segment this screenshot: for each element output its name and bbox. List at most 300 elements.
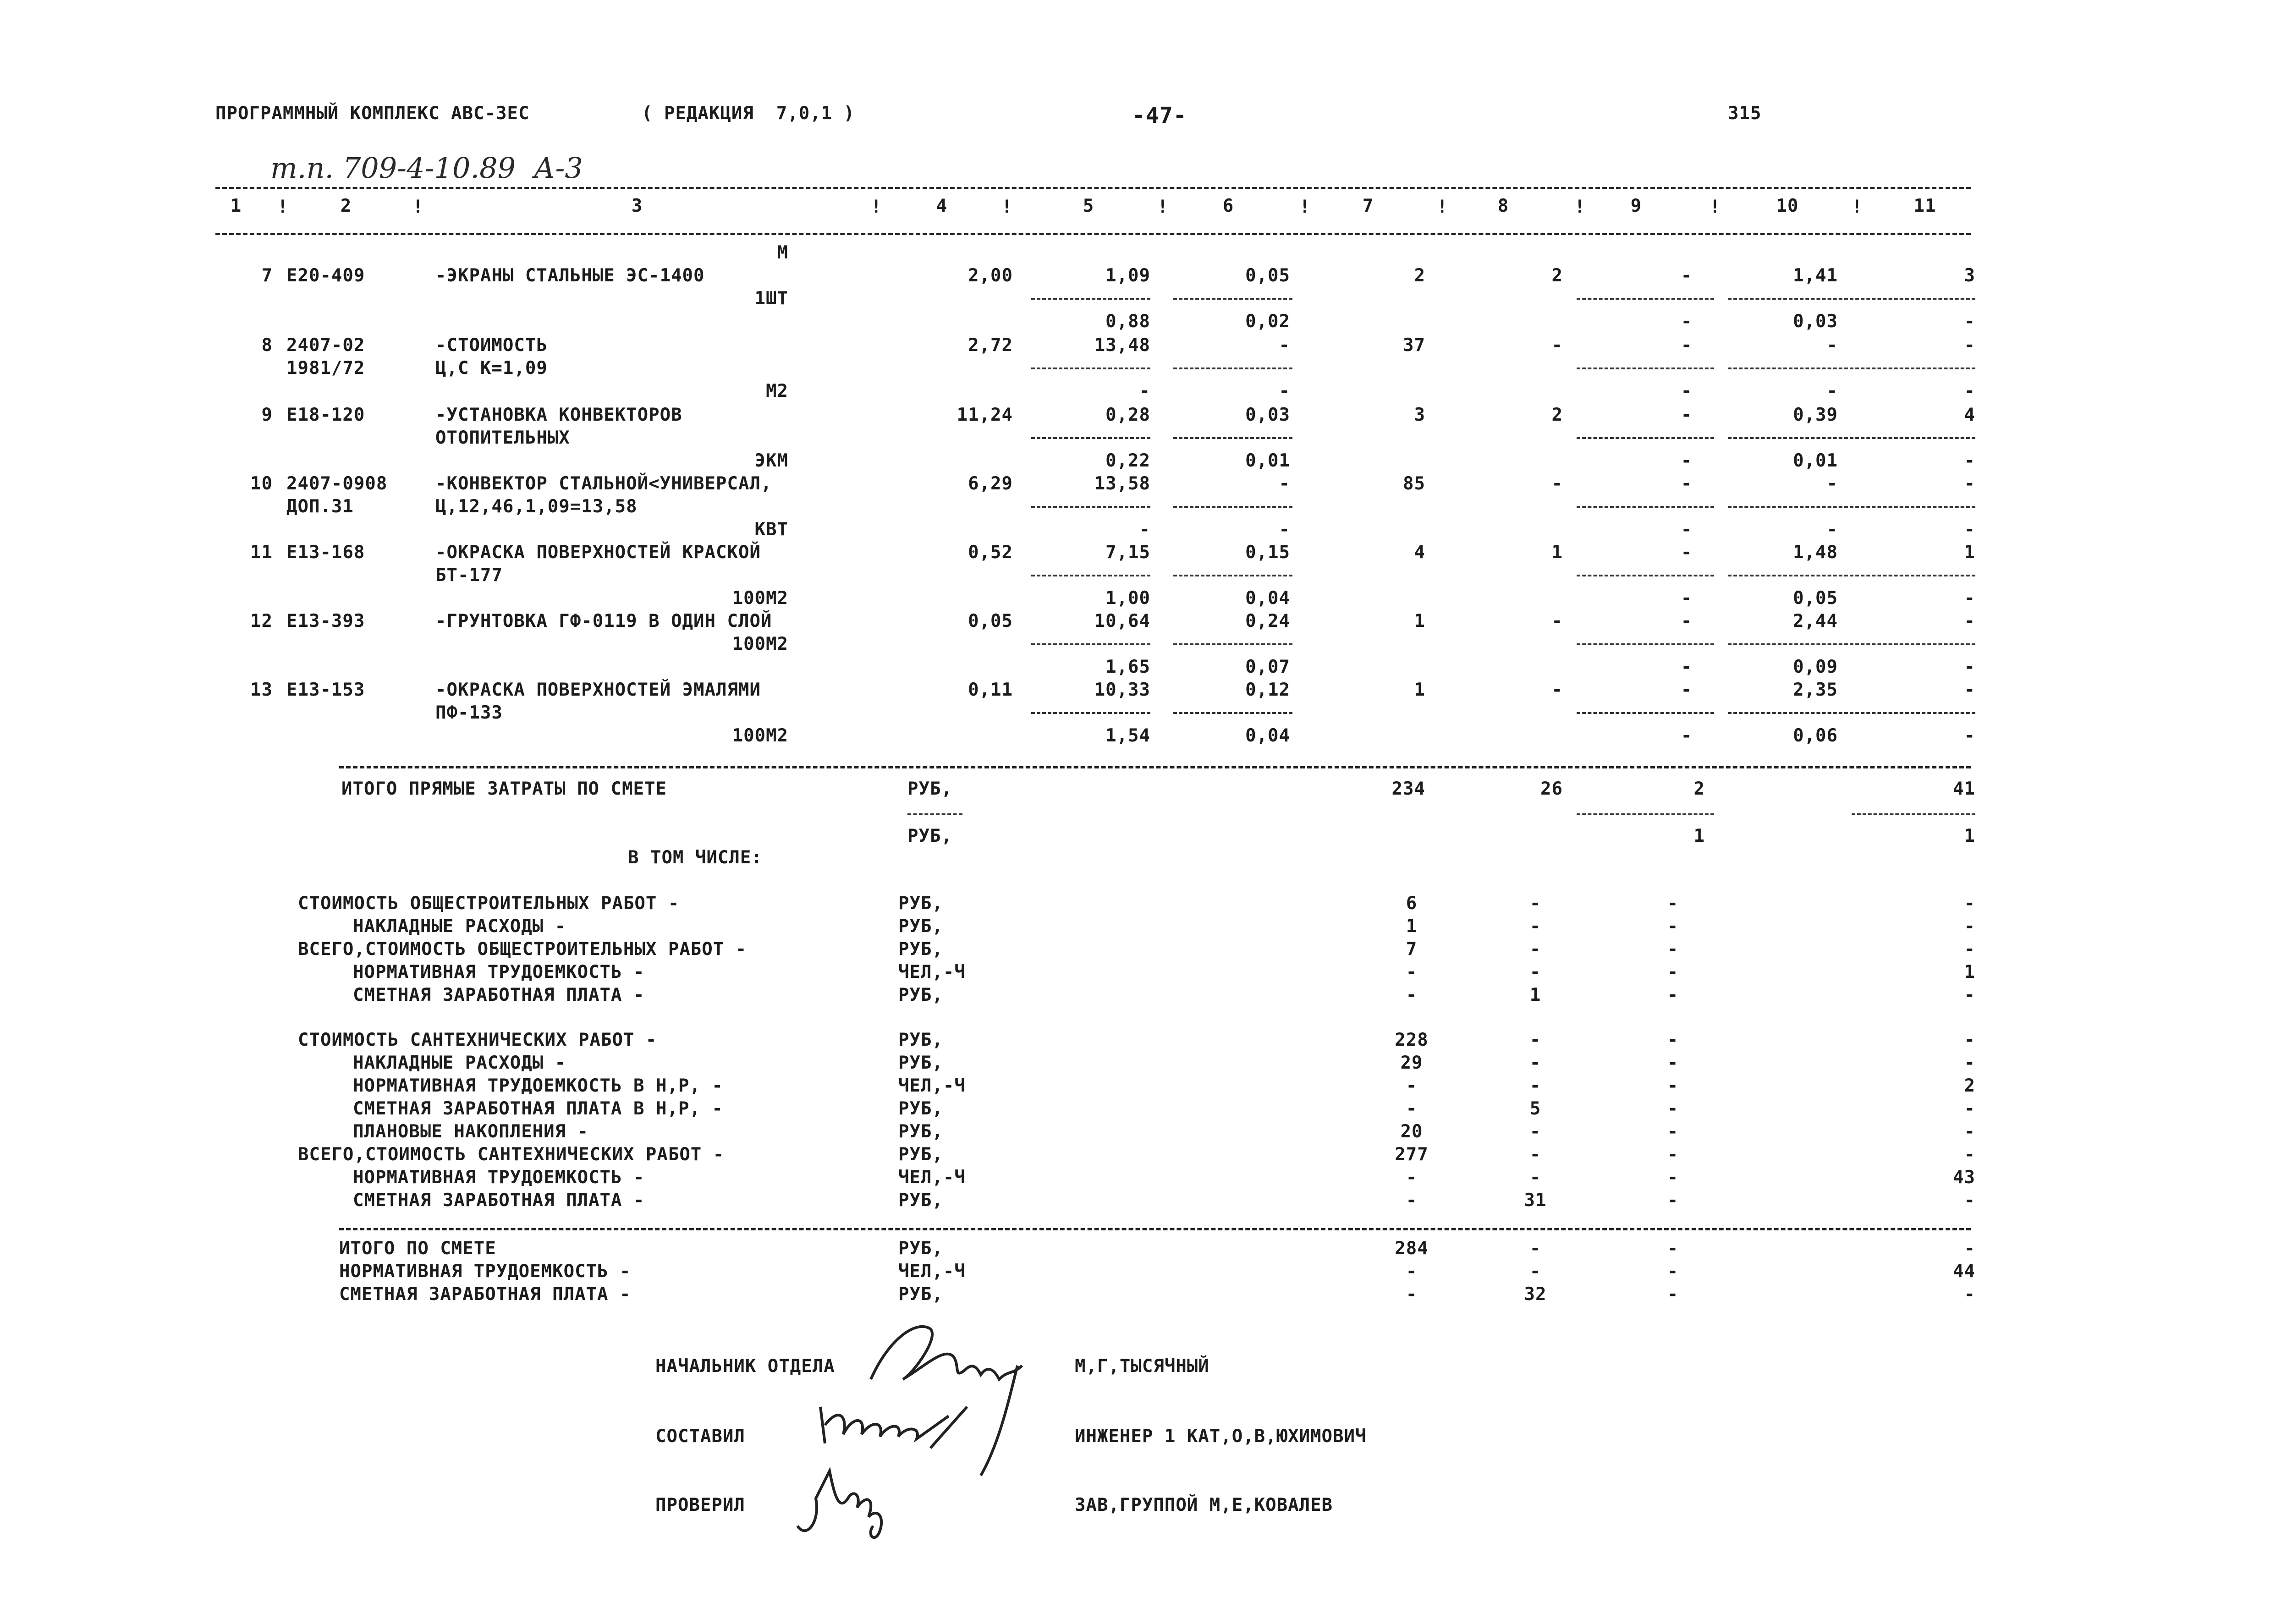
summary-col-7: -: [1406, 1190, 1418, 1211]
column-separator: !: [1852, 197, 1863, 217]
summary-label: НАКЛАДНЫЕ РАСХОДЫ -: [353, 916, 566, 937]
column-separator: !: [1299, 197, 1311, 217]
row-col-5: 0,28: [1105, 405, 1150, 425]
grand-col-11: -: [1964, 1284, 1975, 1305]
row-sub-col-6: 0,04: [1245, 725, 1290, 746]
row-sub-col-6: -: [1279, 381, 1290, 401]
summary-col-7: 1: [1406, 916, 1418, 937]
grand-col-7: 284: [1395, 1238, 1429, 1259]
row-number: 9: [261, 405, 273, 425]
header-rule-top: [215, 187, 1971, 189]
row-unit: 100М2: [732, 588, 788, 609]
column-header-3: 3: [631, 196, 643, 216]
row-col-10: 2,44: [1793, 611, 1838, 631]
summary-label: ВСЕГО,СТОИМОСТЬ САНТЕХНИЧЕСКИХ РАБОТ -: [298, 1144, 725, 1165]
summary-col-9: -: [1667, 985, 1679, 1005]
row-sub-col-9: -: [1681, 519, 1693, 540]
row-sub-col-11: -: [1964, 588, 1975, 609]
column-header-6: 6: [1222, 196, 1234, 216]
column-header-5: 5: [1083, 196, 1094, 216]
row-col-11: -: [1964, 473, 1975, 494]
summary-label: НОРМАТИВНАЯ ТРУДОЕМКОСТЬ В Н,Р, -: [353, 1075, 723, 1096]
summary-unit: РУБ,: [898, 1030, 943, 1050]
row-sub-col-6: 0,07: [1245, 657, 1290, 677]
row-col-6: 0,03: [1245, 405, 1290, 425]
row-number: 11: [250, 542, 273, 563]
row-underline: [1728, 506, 1975, 508]
row-col-10: -: [1826, 335, 1838, 356]
row-col-7: 85: [1403, 473, 1425, 494]
row-col-11: -: [1964, 335, 1975, 356]
summary-col-9: -: [1667, 962, 1679, 982]
totals-rule: [339, 766, 1971, 768]
row-underline: [1728, 712, 1975, 714]
row-sub-col-11: -: [1964, 381, 1975, 401]
summary-col-7: 20: [1400, 1121, 1423, 1142]
summary-col-8: -: [1529, 1030, 1541, 1050]
edition-label: ( РЕДАКЦИЯ 7,0,1 ): [642, 103, 855, 124]
row-name-sub: ПФ-133: [435, 702, 503, 723]
header-rule-bottom: [215, 233, 1971, 235]
summary-label: СМЕТНАЯ ЗАРАБОТНАЯ ПЛАТА В Н,Р, -: [353, 1098, 723, 1119]
row-underline: [1577, 368, 1714, 369]
summary-col-8: -: [1529, 962, 1541, 982]
signature-name: ИНЖЕНЕР 1 КАТ,О,В,ЮХИМОВИЧ: [1075, 1426, 1367, 1447]
including-label: В ТОМ ЧИСЛЕ:: [628, 847, 763, 868]
row-sub-col-9: -: [1681, 725, 1693, 746]
row-col-5: 10,64: [1094, 611, 1150, 631]
row-col-6: -: [1279, 335, 1290, 356]
direct-costs-col-7: 234: [1391, 779, 1425, 799]
row-col-7: 37: [1403, 335, 1425, 356]
direct-costs-label: ИТОГО ПРЯМЫЕ ЗАТРАТЫ ПО СМЕТЕ: [341, 779, 667, 799]
row-quantity: 0,05: [968, 611, 1013, 631]
signature-role: ПРОВЕРИЛ: [655, 1495, 745, 1515]
summary-col-8: -: [1529, 916, 1541, 937]
summary-col-7: -: [1406, 962, 1418, 982]
column-separator: !: [1574, 197, 1586, 217]
signature-name: М,Г,ТЫСЯЧНЫЙ: [1075, 1356, 1209, 1377]
row-unit-top: М: [777, 242, 788, 263]
grand-unit: ЧЕЛ,-Ч: [898, 1261, 966, 1282]
summary-unit: РУБ,: [898, 893, 943, 914]
row-sub-col-10: 0,05: [1793, 588, 1838, 609]
row-col-5: 13,48: [1094, 335, 1150, 356]
row-col-5: 13,58: [1094, 473, 1150, 494]
summary-col-7: 228: [1395, 1030, 1429, 1050]
summary-col-11: -: [1964, 1098, 1975, 1119]
summary-col-11: -: [1964, 1030, 1975, 1050]
summary-col-7: 277: [1395, 1144, 1429, 1165]
grand-label: НОРМАТИВНАЯ ТРУДОЕМКОСТЬ -: [339, 1261, 631, 1282]
direct-costs-unit: РУБ,: [907, 779, 952, 799]
row-number: 8: [261, 335, 273, 356]
row-col-11: -: [1964, 611, 1975, 631]
summary-col-8: -: [1529, 893, 1541, 914]
row-sub-col-5: -: [1139, 381, 1150, 401]
row-col-8: 2: [1551, 265, 1563, 286]
grand-col-11: -: [1964, 1238, 1975, 1259]
grand-col-9: -: [1667, 1238, 1679, 1259]
row-code: Е13-393: [286, 611, 365, 631]
grand-col-8: -: [1529, 1261, 1541, 1282]
row-col-11: 4: [1964, 405, 1975, 425]
row-name-sub: БТ-177: [435, 565, 503, 586]
row-sub-col-10: -: [1826, 519, 1838, 540]
row-col-8: 2: [1551, 405, 1563, 425]
row-underline: [1173, 298, 1292, 300]
column-separator: !: [277, 197, 289, 217]
summary-col-7: 29: [1400, 1053, 1423, 1073]
column-separator: !: [412, 197, 424, 217]
summary-col-9: -: [1667, 1190, 1679, 1211]
grand-col-9: -: [1667, 1284, 1679, 1305]
row-underline: [1031, 368, 1150, 369]
direct-costs-unit-b: РУБ,: [907, 826, 952, 846]
row-unit: 100М2: [732, 725, 788, 746]
row-col-9: -: [1681, 335, 1693, 356]
row-col-5: 10,33: [1094, 680, 1150, 700]
column-header-4: 4: [936, 196, 948, 216]
row-name: -ОКРАСКА ПОВЕРХНОСТЕЙ КРАСКОЙ: [435, 542, 761, 563]
row-sub-col-5: 1,54: [1105, 725, 1150, 746]
row-name: -ЭКРАНЫ СТАЛЬНЫЕ ЭС-1400: [435, 265, 705, 286]
summary-col-9: -: [1667, 1075, 1679, 1096]
page-number: -47-: [1132, 103, 1187, 128]
row-sub-col-9: -: [1681, 450, 1693, 471]
summary-col-11: 43: [1953, 1167, 1975, 1188]
grand-col-7: -: [1406, 1261, 1418, 1282]
summary-col-8: -: [1529, 1121, 1541, 1142]
summary-col-11: -: [1964, 1144, 1975, 1165]
summary-col-11: -: [1964, 1121, 1975, 1142]
summary-col-11: -: [1964, 985, 1975, 1005]
grand-label: СМЕТНАЯ ЗАРАБОТНАЯ ПЛАТА -: [339, 1284, 631, 1305]
row-col-7: 2: [1414, 265, 1425, 286]
column-separator: !: [1437, 197, 1448, 217]
row-sub-col-11: -: [1964, 450, 1975, 471]
row-sub-col-11: -: [1964, 725, 1975, 746]
row-sub-col-10: 0,06: [1793, 725, 1838, 746]
summary-col-8: -: [1529, 1075, 1541, 1096]
summary-col-8: -: [1529, 939, 1541, 960]
row-underline: [1577, 643, 1714, 645]
grand-label: ИТОГО ПО СМЕТЕ: [339, 1238, 496, 1259]
row-underline: [1173, 712, 1292, 714]
grand-col-8: 32: [1524, 1284, 1547, 1305]
row-underline: [1577, 298, 1714, 300]
summary-unit: РУБ,: [898, 1121, 943, 1142]
summary-col-11: -: [1964, 1053, 1975, 1073]
row-col-6: 0,12: [1245, 680, 1290, 700]
row-underline: [1577, 575, 1714, 576]
column-separator: !: [1001, 197, 1013, 217]
row-number: 7: [261, 265, 273, 286]
row-sub-col-10: 0,03: [1793, 311, 1838, 332]
row-number: 12: [250, 611, 273, 631]
row-name: -СТОИМОСТЬ: [435, 335, 548, 356]
summary-label: НАКЛАДНЫЕ РАСХОДЫ -: [353, 1053, 566, 1073]
row-col-7: 1: [1414, 680, 1425, 700]
row-unit: 100М2: [732, 634, 788, 654]
summary-label: ВСЕГО,СТОИМОСТЬ ОБЩЕСТРОИТЕЛЬНЫХ РАБОТ -: [298, 939, 747, 960]
row-underline: [1173, 506, 1292, 508]
row-underline: [1728, 575, 1975, 576]
summary-col-7: -: [1406, 1075, 1418, 1096]
summary-unit: РУБ,: [898, 1190, 943, 1211]
row-col-8: -: [1551, 611, 1563, 631]
column-separator: !: [1157, 197, 1169, 217]
handwritten-reference: т.п. 709-4-10.89 А-3: [270, 151, 583, 185]
summary-col-9: -: [1667, 1167, 1679, 1188]
grand-total-rule: [339, 1228, 1971, 1230]
summary-col-8: -: [1529, 1167, 1541, 1188]
row-code-sub: 1981/72: [286, 358, 365, 379]
column-header-2: 2: [340, 196, 352, 216]
row-underline: [1728, 437, 1975, 439]
row-col-9: -: [1681, 405, 1693, 425]
summary-col-9: -: [1667, 939, 1679, 960]
row-sub-col-11: -: [1964, 657, 1975, 677]
row-name-sub: Ц,12,46,1,09=13,58: [435, 496, 638, 517]
row-col-10: -: [1826, 473, 1838, 494]
row-sub-col-10: 0,09: [1793, 657, 1838, 677]
summary-label: ПЛАНОВЫЕ НАКОПЛЕНИЯ -: [353, 1121, 589, 1142]
row-col-10: 2,35: [1793, 680, 1838, 700]
summary-col-9: -: [1667, 1144, 1679, 1165]
summary-col-7: -: [1406, 1098, 1418, 1119]
row-sub-col-9: -: [1681, 588, 1693, 609]
summary-unit: РУБ,: [898, 1053, 943, 1073]
row-col-7: 3: [1414, 405, 1425, 425]
row-sub-col-6: 0,02: [1245, 311, 1290, 332]
row-col-5: 7,15: [1105, 542, 1150, 563]
column-header-8: 8: [1497, 196, 1509, 216]
column-header-9: 9: [1630, 196, 1642, 216]
row-col-9: -: [1681, 611, 1693, 631]
row-col-7: 1: [1414, 611, 1425, 631]
row-underline: [1577, 506, 1714, 508]
grand-col-7: -: [1406, 1284, 1418, 1305]
summary-unit: ЧЕЛ,-Ч: [898, 962, 966, 982]
summary-col-9: -: [1667, 1098, 1679, 1119]
column-header-10: 10: [1776, 196, 1799, 216]
summary-col-9: -: [1667, 1121, 1679, 1142]
column-separator: !: [1710, 197, 1721, 217]
row-col-11: -: [1964, 680, 1975, 700]
row-sub-col-6: 0,04: [1245, 588, 1290, 609]
row-sub-col-5: 1,65: [1105, 657, 1150, 677]
row-quantity: 6,29: [968, 473, 1013, 494]
direct-costs-col-9-b: 1: [1693, 826, 1705, 846]
row-quantity: 11,24: [957, 405, 1013, 425]
summary-unit: РУБ,: [898, 1098, 943, 1119]
summary-label: НОРМАТИВНАЯ ТРУДОЕМКОСТЬ -: [353, 1167, 645, 1188]
row-underline: [1031, 437, 1150, 439]
row-name-sub: Ц,С К=1,09: [435, 358, 548, 379]
summary-col-8: 1: [1529, 985, 1541, 1005]
grand-unit: РУБ,: [898, 1284, 943, 1305]
column-header-11: 11: [1913, 196, 1936, 216]
row-underline: [1173, 643, 1292, 645]
row-quantity: 0,11: [968, 680, 1013, 700]
row-col-6: 0,15: [1245, 542, 1290, 563]
row-quantity: 2,72: [968, 335, 1013, 356]
summary-col-7: 6: [1406, 893, 1418, 914]
summary-col-8: -: [1529, 1053, 1541, 1073]
row-name-sub: ОТОПИТЕЛЬНЫХ: [435, 428, 570, 448]
summary-col-7: -: [1406, 1167, 1418, 1188]
signature-role: НАЧАЛЬНИК ОТДЕЛА: [655, 1356, 835, 1377]
direct-costs-col-11: 41: [1953, 779, 1975, 799]
row-code: Е18-120: [286, 405, 365, 425]
signature-name: ЗАВ,ГРУППОЙ М,Е,КОВАЛЕВ: [1075, 1495, 1333, 1515]
summary-unit: РУБ,: [898, 1144, 943, 1165]
summary-label: СТОИМОСТЬ ОБЩЕСТРОИТЕЛЬНЫХ РАБОТ -: [298, 893, 680, 914]
summary-col-9: -: [1667, 1030, 1679, 1050]
row-name: -УСТАНОВКА КОНВЕКТОРОВ: [435, 405, 682, 425]
row-code: Е13-153: [286, 680, 365, 700]
row-col-9: -: [1681, 680, 1693, 700]
row-col-5: 1,09: [1105, 265, 1150, 286]
summary-col-11: -: [1964, 1190, 1975, 1211]
row-col-9: -: [1681, 473, 1693, 494]
row-col-6: 0,05: [1245, 265, 1290, 286]
summary-col-8: 31: [1524, 1190, 1547, 1211]
row-code: Е13-168: [286, 542, 365, 563]
row-underline: [1577, 437, 1714, 439]
row-col-8: -: [1551, 473, 1563, 494]
row-underline: [1031, 506, 1150, 508]
row-col-10: 0,39: [1793, 405, 1838, 425]
row-sub-col-9: -: [1681, 381, 1693, 401]
row-name: -ГРУНТОВКА ГФ-0119 В ОДИН СЛОЙ: [435, 611, 772, 631]
summary-unit: ЧЕЛ,-Ч: [898, 1075, 966, 1096]
sheet-number: 315: [1728, 103, 1762, 124]
row-underline: [1728, 368, 1975, 369]
row-underline: [1031, 575, 1150, 576]
summary-unit: РУБ,: [898, 916, 943, 937]
summary-unit: РУБ,: [898, 985, 943, 1005]
row-underline: [1031, 298, 1150, 300]
row-unit: КВТ: [754, 519, 788, 540]
summary-col-9: -: [1667, 1053, 1679, 1073]
direct-costs-underline: [1577, 813, 1714, 815]
row-underline: [1577, 712, 1714, 714]
row-unit: 1ШТ: [754, 288, 788, 309]
row-underline: [1173, 575, 1292, 576]
grand-col-8: -: [1529, 1238, 1541, 1259]
row-col-6: -: [1279, 473, 1290, 494]
direct-costs-col-8: 26: [1540, 779, 1563, 799]
row-unit: М2: [766, 381, 788, 401]
summary-col-9: -: [1667, 893, 1679, 914]
program-title: ПРОГРАММНЫЙ КОМПЛЕКС АВС-3ЕС: [215, 103, 530, 124]
row-underline: [1173, 437, 1292, 439]
row-col-8: -: [1551, 680, 1563, 700]
column-separator: !: [871, 197, 882, 217]
summary-label: СМЕТНАЯ ЗАРАБОТНАЯ ПЛАТА -: [353, 1190, 645, 1211]
row-sub-col-5: -: [1139, 519, 1150, 540]
row-code: 2407-02: [286, 335, 365, 356]
summary-unit: РУБ,: [898, 939, 943, 960]
grand-col-11: 44: [1953, 1261, 1975, 1282]
row-underline: [1031, 643, 1150, 645]
row-number: 10: [250, 473, 273, 494]
row-unit: ЭКМ: [754, 450, 788, 471]
row-col-10: 1,48: [1793, 542, 1838, 563]
grand-unit: РУБ,: [898, 1238, 943, 1259]
signature-role: СОСТАВИЛ: [655, 1426, 745, 1447]
summary-col-9: -: [1667, 916, 1679, 937]
direct-costs-col-11-b: 1: [1964, 826, 1975, 846]
column-header-7: 7: [1362, 196, 1374, 216]
row-sub-col-6: 0,01: [1245, 450, 1290, 471]
row-sub-col-5: 1,00: [1105, 588, 1150, 609]
row-sub-col-10: -: [1826, 381, 1838, 401]
row-code-sub: ДОП.31: [286, 496, 354, 517]
row-col-9: -: [1681, 542, 1693, 563]
row-sub-col-9: -: [1681, 657, 1693, 677]
direct-costs-underline: [1852, 813, 1975, 815]
summary-col-8: 5: [1529, 1098, 1541, 1119]
row-col-10: 1,41: [1793, 265, 1838, 286]
row-sub-col-11: -: [1964, 311, 1975, 332]
direct-costs-underline: [907, 813, 962, 815]
summary-col-8: -: [1529, 1144, 1541, 1165]
summary-unit: ЧЕЛ,-Ч: [898, 1167, 966, 1188]
row-name: -КОНВЕКТОР СТАЛЬНОЙ<УНИВЕРСАЛ,: [435, 473, 772, 494]
signature-compiler: [811, 1388, 976, 1457]
column-header-1: 1: [230, 196, 242, 216]
summary-col-11: 2: [1964, 1075, 1975, 1096]
row-sub-col-9: -: [1681, 311, 1693, 332]
row-sub-col-6: -: [1279, 519, 1290, 540]
summary-label: СМЕТНАЯ ЗАРАБОТНАЯ ПЛАТА -: [353, 985, 645, 1005]
grand-col-9: -: [1667, 1261, 1679, 1282]
row-quantity: 2,00: [968, 265, 1013, 286]
row-underline: [1031, 712, 1150, 714]
row-sub-col-10: 0,01: [1793, 450, 1838, 471]
row-underline: [1728, 298, 1975, 300]
row-underline: [1173, 368, 1292, 369]
summary-label: СТОИМОСТЬ САНТЕХНИЧЕСКИХ РАБОТ -: [298, 1030, 657, 1050]
row-sub-col-5: 0,88: [1105, 311, 1150, 332]
row-col-11: 1: [1964, 542, 1975, 563]
signature-checker: [788, 1457, 898, 1549]
row-sub-col-11: -: [1964, 519, 1975, 540]
row-underline: [1728, 643, 1975, 645]
summary-col-11: -: [1964, 916, 1975, 937]
summary-col-11: -: [1964, 939, 1975, 960]
direct-costs-col-9: 2: [1693, 779, 1705, 799]
summary-col-11: 1: [1964, 962, 1975, 982]
summary-label: НОРМАТИВНАЯ ТРУДОЕМКОСТЬ -: [353, 962, 645, 982]
row-col-9: -: [1681, 265, 1693, 286]
summary-col-7: -: [1406, 985, 1418, 1005]
summary-col-7: 7: [1406, 939, 1418, 960]
row-col-11: 3: [1964, 265, 1975, 286]
row-name: -ОКРАСКА ПОВЕРХНОСТЕЙ ЭМАЛЯМИ: [435, 680, 761, 700]
row-col-6: 0,24: [1245, 611, 1290, 631]
row-number: 13: [250, 680, 273, 700]
row-quantity: 0,52: [968, 542, 1013, 563]
row-code: 2407-0908: [286, 473, 388, 494]
row-code: Е20-409: [286, 265, 365, 286]
row-col-8: -: [1551, 335, 1563, 356]
row-sub-col-5: 0,22: [1105, 450, 1150, 471]
summary-col-11: -: [1964, 893, 1975, 914]
